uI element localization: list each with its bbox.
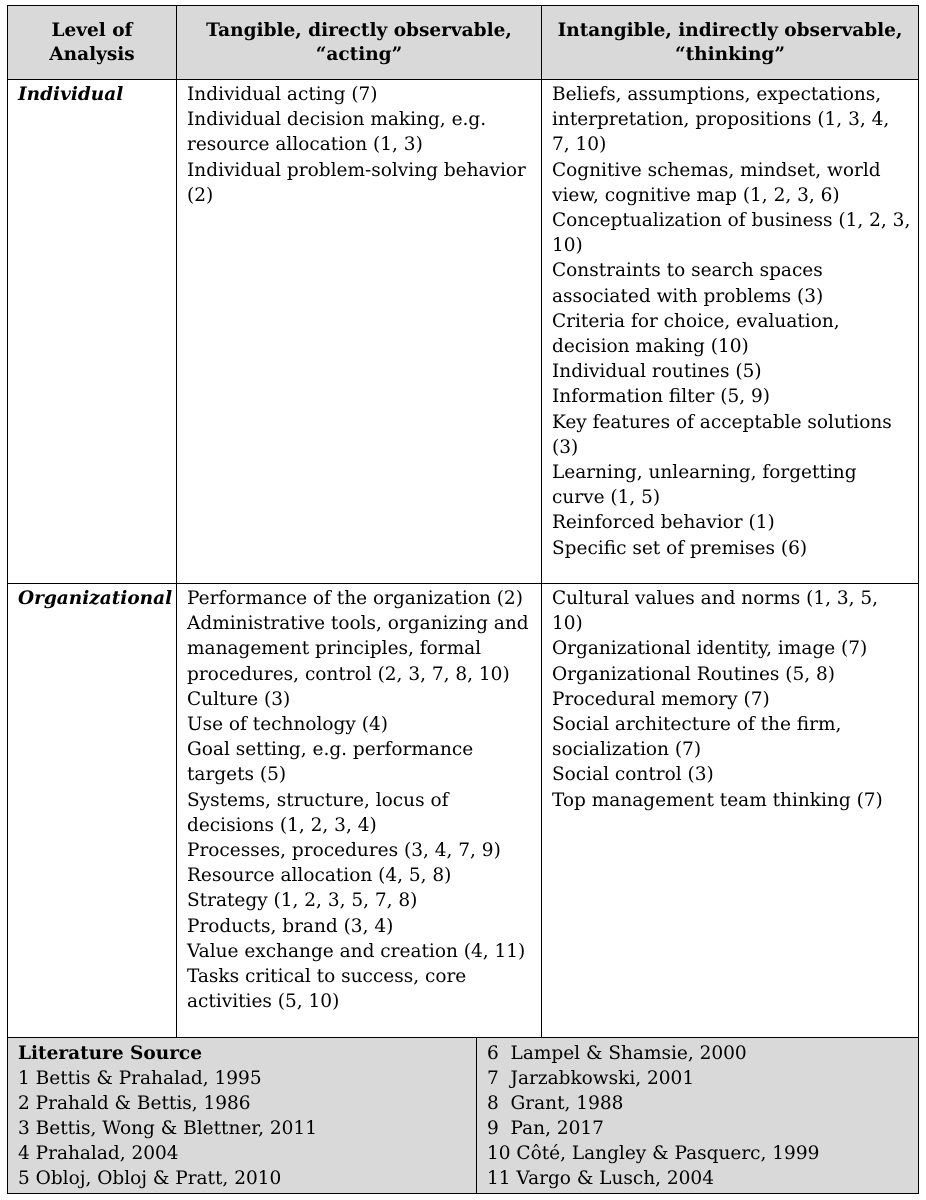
header-tangible [177,6,541,79]
header-col3-line2: “thinking” [675,43,785,65]
list-item: Individual acting (7) [187,84,378,105]
header-col2-line1: Tangible, directly observable, [206,19,512,41]
literature-entry: 6 Lampel & Shamsie, 2000 [487,1043,747,1064]
list-item: Key features of acceptable solutions (3) [552,411,892,458]
list-item: Use of technology (4) [187,714,388,736]
divider [8,79,918,80]
literature-left [8,1038,476,1193]
literature-entry: 8 Grant, 1988 [487,1093,624,1114]
list-item: Information filter (5, 9) [552,386,771,408]
literature-entry: 7 Jarzabkowski, 2001 [487,1068,695,1089]
literature-entry: 11 Vargo & Lusch, 2004 [487,1168,714,1189]
list-item: Organizational Routines (5, 8) [552,663,836,685]
header-intangible [542,6,918,79]
header-col2-line2: “acting” [315,43,403,65]
divider [176,6,177,1037]
list-item: Social architecture of the firm, socialization (7) [552,714,842,761]
header-col3-line1: Intangible, indirectly observable, [557,19,903,41]
list-item: Products, brand (3, 4) [187,915,394,937]
literature-table [7,5,919,1194]
list-item: Social control (3) [552,764,714,786]
list-item: Organizational identity, image (7) [552,638,868,660]
individual-tangible-list [177,82,541,208]
list-item: Constraints to search spaces associated with problems (3) [552,260,824,307]
list-item: Individual decision making, e.g. resource allocation (1, 3) [187,109,487,156]
literature-right [477,1038,918,1193]
literature-entry: 3 Bettis, Wong & Blettner, 2011 [18,1118,317,1139]
list-item: Criteria for choice, evaluation, decision making (10) [552,310,840,358]
list-item: Beliefs, assumptions, expectations, interpretation, propositions (1, 3, 4, 7, 10) [552,84,890,156]
literature-entry: 4 Prahalad, 2004 [18,1143,179,1164]
divider [8,583,918,584]
header-col1-line1: Level of [51,19,133,41]
list-item: Individual problem-solving behavior (2) [187,159,526,206]
list-item: Culture (3) [187,688,291,710]
literature-entry: 1 Bettis & Prahalad, 1995 [18,1068,262,1089]
literature-entry: 9 Pan, 2017 [487,1118,604,1139]
list-item: Procedural memory (7) [552,688,770,710]
literature-entry: 10 Côté, Langley & Pasquerc, 1999 [487,1143,820,1164]
list-item: Systems, structure, locus of decisions (1, 2, 3, 4) [187,789,449,836]
row-level-organizational: Organizational [18,588,173,609]
list-item: Processes, procedures (3, 4, 7, 9) [187,840,501,862]
list-item: Performance of the organization (2) [187,588,523,609]
list-item: Cultural values and norms (1, 3, 5, 10) [552,588,879,635]
organizational-intangible-list [542,586,918,813]
list-item: Top management team thinking (7) [552,789,883,811]
individual-intangible-list [542,82,918,561]
list-item: Learning, unlearning, forgetting curve (1, 5) [552,462,857,509]
list-item: Cognitive schemas, mindset, world view, cognitive map (1, 2, 3, 6) [552,159,881,206]
list-item: Conceptualization of business (1, 2, 3, 10) [552,210,911,257]
list-item: Value exchange and creation (4, 11) [187,940,526,962]
organizational-tangible-list [177,586,541,1014]
list-item: Resource allocation (4, 5, 8) [187,865,452,887]
divider [8,1037,918,1038]
header-col1-line2: Analysis [49,43,135,65]
header-level-of-analysis [8,6,176,79]
list-item: Administrative tools, organizing and management principles, formal procedures, control (2, 3, 7, 8, 10) [187,613,529,685]
divider [541,6,542,1037]
literature-entry: 5 Obloj, Obloj & Pratt, 2010 [18,1168,282,1189]
literature-title: Literature Source [18,1043,202,1064]
list-item: Individual routines (5) [552,361,762,383]
literature-entry: 2 Prahald & Bettis, 1986 [18,1093,251,1114]
list-item: Goal setting, e.g. performance targets (5) [187,739,474,786]
divider [476,1037,477,1193]
list-item: Tasks critical to success, core activities (5, 10) [187,966,467,1013]
row-level-individual: Individual [18,84,124,105]
list-item: Strategy (1, 2, 3, 5, 7, 8) [187,890,418,912]
list-item: Reinforced behavior (1) [552,512,775,534]
list-item: Specific set of premises (6) [552,537,808,559]
